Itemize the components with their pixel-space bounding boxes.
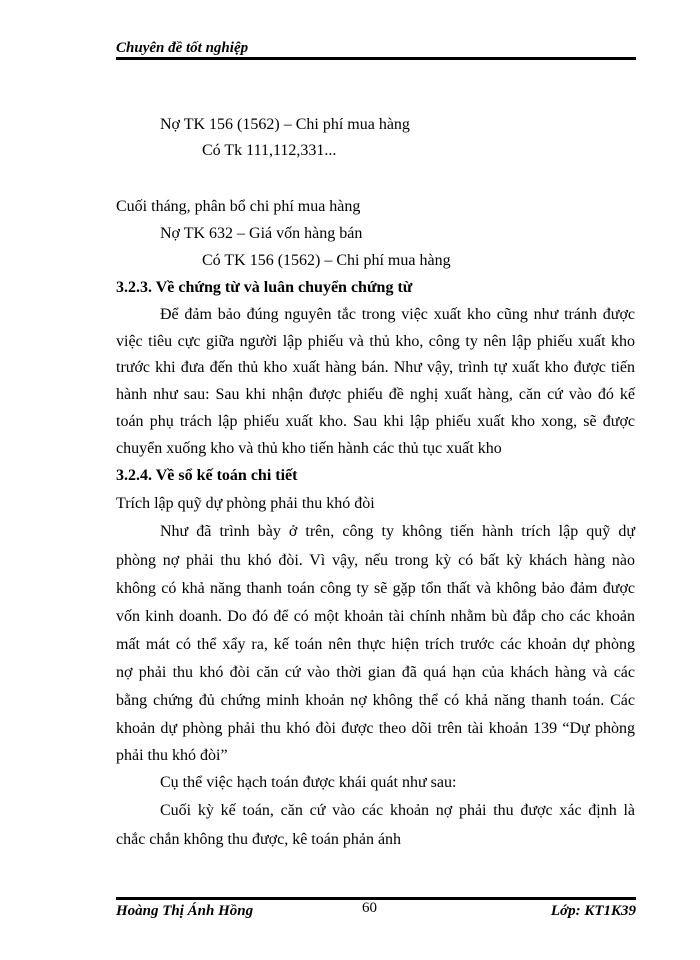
entry-credit-156: Có TK 156 (1562) – Chi phí mua hàng — [202, 252, 451, 269]
paragraph-line: hành như sau: Sau khi nhận được phiếu đề nghị xuất hàng, căn cứ vào đó kế — [116, 386, 635, 403]
section-heading-324: 3.2.4. Về sổ kế toán chi tiết — [116, 467, 298, 484]
paragraph-line: phòng nợ phải thu khó đòi. Vì vậy, nếu trong kỳ có bất kỳ khách hàng nào — [116, 552, 635, 569]
paragraph-line: chuyển xuống kho và thủ kho tiến hành các thủ tục xuất kho — [116, 440, 502, 457]
page-header-title: Chuyên đề tốt nghiệp — [116, 40, 249, 56]
section-heading-323: 3.2.3. Về chứng từ và luân chuyển chứng từ — [116, 279, 413, 296]
paragraph-line: việc tiêu cực giữa người lập phiếu và thủ kho, công ty nên lập phiếu xuất kho — [116, 333, 635, 350]
paragraph-line: chắc chắn không thu được, kê toán phản ánh — [116, 831, 402, 848]
subheading-provision: Trích lập quỹ dự phòng phải thu khó đòi — [116, 495, 375, 512]
footer-author: Hoàng Thị Ánh Hồng — [116, 903, 254, 919]
paragraph-line: vốn kinh doanh. Do đó để có một khoản tài chính nhằm bù đắp cho các khoản — [116, 608, 635, 625]
paragraph-line: phải thu khó đòi” — [116, 747, 228, 764]
entry-month-end: Cuối tháng, phân bổ chi phí mua hàng — [116, 198, 361, 215]
entry-credit-111: Có Tk 111,112,331... — [202, 142, 337, 159]
paragraph-line: mất mát có thể xẩy ra, kế toán nên thực hiện trích trước các khoản dự phòng — [116, 636, 635, 653]
paragraph-line: nợ phải thu khó đòi căn cứ vào thời gian đã quá hạn của khách hàng và các — [116, 664, 635, 681]
entry-debit-632: Nợ TK 632 – Giá vốn hàng bán — [160, 225, 363, 242]
header-rule — [116, 57, 636, 60]
paragraph-line: không có khả năng thanh toán công ty sẽ gặp tổn thất và không bảo đảm được — [116, 580, 635, 597]
entry-debit-156: Nợ TK 156 (1562) – Chi phí mua hàng — [160, 116, 410, 133]
paragraph-line: Như đã trình bày ở trên, công ty không tiến hành trích lập quỹ dự — [160, 523, 635, 540]
paragraph-line: bằng chứng đủ chứng minh khoản nợ không thể có khả năng thanh toán. Các — [116, 692, 635, 709]
paragraph-line: Để đảm bảo đúng nguyên tắc trong việc xuất kho cũng như tránh được — [160, 306, 635, 323]
paragraph-line: khoản dự phòng phải thu khó đòi được theo dõi trên tài khoản 139 “Dự phòng — [116, 720, 635, 737]
paragraph-line: Cuối kỳ kế toán, căn cứ vào các khoản nợ phải thu được xác định là — [160, 802, 635, 819]
paragraph-line: toán phụ trách lập phiếu xuất kho. Sau khi lập phiếu xuất kho xong, sẽ được — [116, 413, 635, 430]
paragraph-line: trước khi đưa đến thủ kho xuất hàng bán. Như vậy, trình tự xuất kho được tiến — [116, 359, 635, 376]
paragraph-accounting: Cụ thể việc hạch toán được khái quát như sau: — [160, 774, 457, 791]
footer-class: Lớp: KT1K39 — [550, 903, 636, 919]
page-number: 60 — [362, 900, 377, 916]
